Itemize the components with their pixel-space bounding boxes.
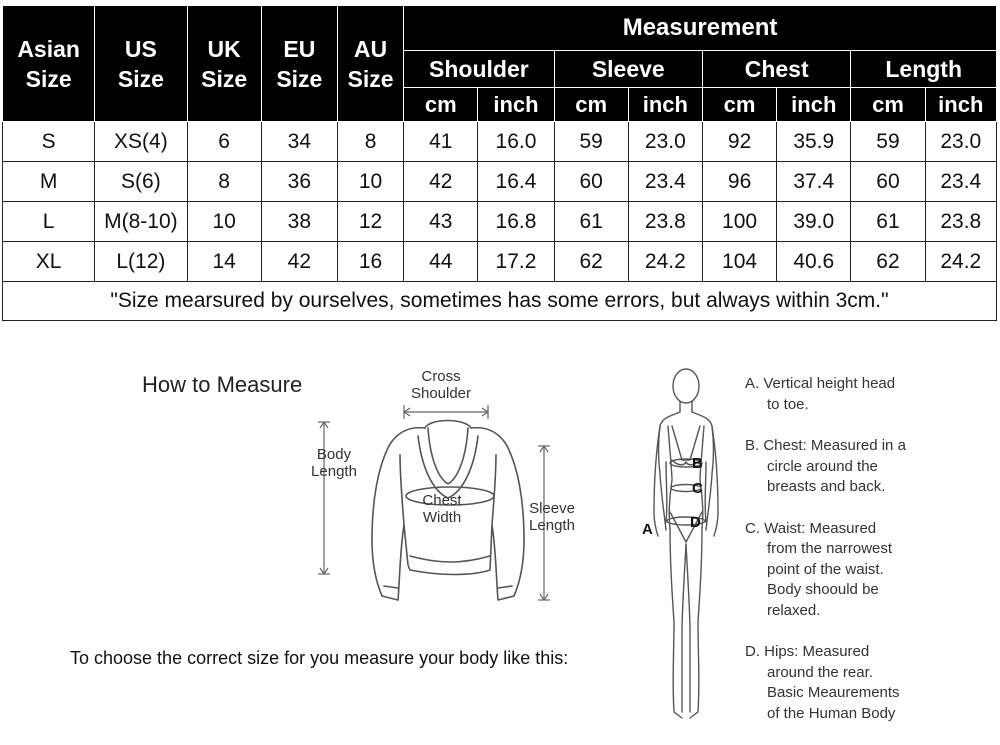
table-cell: 60 — [851, 162, 925, 202]
note-item — [745, 642, 995, 724]
table-cell: 60 — [554, 162, 628, 202]
table-cell: 59 — [554, 122, 628, 162]
table-cell: 16.4 — [478, 162, 554, 202]
header-chest: Chest — [702, 51, 850, 88]
table-cell: 42 — [261, 242, 337, 282]
note-heading: D. Hips: Measured — [745, 643, 870, 660]
header-unit: cm — [851, 88, 925, 122]
table-cell: 16.0 — [478, 122, 554, 162]
size-chart-table — [2, 5, 997, 321]
header-us-size: US Size — [95, 6, 187, 122]
figure-letter-d: D — [690, 514, 701, 531]
note-line: relaxed. — [767, 601, 821, 619]
body-length-label-line: Body — [316, 446, 352, 463]
cross-shoulder-label-line: Shoulder — [410, 385, 472, 402]
human-body-illustration — [636, 362, 736, 732]
table-cell: 8 — [187, 162, 261, 202]
table-cell: 24.2 — [628, 242, 702, 282]
header-uk-size: UK Size — [187, 6, 261, 122]
cross-shoulder-label — [406, 368, 476, 402]
table-cell: S(6) — [95, 162, 187, 202]
note-line: Body shoould be — [767, 581, 879, 598]
table-cell: 43 — [404, 202, 478, 242]
note-line: to toe. — [767, 395, 809, 413]
header-unit: inch — [925, 88, 996, 122]
measurement-notes — [745, 374, 995, 745]
sleeve-length-label-line: Sleeve — [529, 500, 575, 517]
table-cell: 42 — [404, 162, 478, 202]
table-cell: 16 — [337, 242, 403, 282]
header-eu-size: EU Size — [261, 6, 337, 122]
table-cell: XS(4) — [95, 122, 187, 162]
table-cell: 14 — [187, 242, 261, 282]
header-measurement: Measurement — [404, 6, 997, 51]
table-cell: 96 — [702, 162, 776, 202]
measurement-note: "Size mearsured by ourselves, sometimes has some errors, but always within 3cm." — [3, 282, 997, 321]
chest-width-label-line: Width — [422, 509, 462, 526]
note-item — [745, 436, 995, 498]
header-au-size: AU Size — [337, 6, 403, 122]
table-cell: 39.0 — [777, 202, 851, 242]
figure-letter-c: C — [692, 480, 703, 497]
table-cell: M — [3, 162, 95, 202]
table-note-row — [3, 282, 997, 321]
table-cell: 40.6 — [777, 242, 851, 282]
note-line: around the rear. — [767, 663, 873, 681]
header-asian-size: Asian Size — [3, 6, 95, 122]
table-row — [3, 122, 997, 162]
table-cell: 23.0 — [628, 122, 702, 162]
header-sleeve: Sleeve — [554, 51, 702, 88]
table-cell: 35.9 — [777, 122, 851, 162]
header-length: Length — [851, 51, 997, 88]
note-line: of the Human Body — [767, 704, 896, 722]
measure-instruction: To choose the correct size for you measure your body like this: — [70, 648, 569, 668]
table-cell: 104 — [702, 242, 776, 282]
sleeve-length-label-line: Length — [529, 517, 575, 534]
table-row — [3, 162, 997, 202]
note-item — [745, 374, 995, 415]
table-cell: 23.4 — [925, 162, 996, 202]
table-cell: 100 — [702, 202, 776, 242]
table-cell: 61 — [851, 202, 925, 242]
table-cell: 16.8 — [478, 202, 554, 242]
note-item — [745, 519, 995, 622]
table-cell: M(8-10) — [95, 202, 187, 242]
table-cell: 62 — [554, 242, 628, 282]
table-cell: L(12) — [95, 242, 187, 282]
figure-letter-b: B — [692, 455, 703, 472]
table-cell: 10 — [187, 202, 261, 242]
table-cell: 8 — [337, 122, 403, 162]
figure-letter-a: A — [642, 521, 653, 538]
note-line: circle around the — [767, 457, 878, 475]
body-length-label-line: Length — [311, 463, 357, 480]
table-cell: 17.2 — [478, 242, 554, 282]
header-shoulder: Shoulder — [404, 51, 554, 88]
table-row — [3, 242, 997, 282]
header-unit: cm — [554, 88, 628, 122]
note-heading: C. Waist: Measured — [745, 519, 877, 537]
note-heading: A. Vertical height head — [745, 375, 896, 392]
table-cell: L — [3, 202, 95, 242]
note-line: breasts and back. — [767, 478, 886, 495]
table-row — [3, 202, 997, 242]
garment-diagram — [300, 360, 600, 610]
table-cell: 36 — [261, 162, 337, 202]
header-unit: cm — [702, 88, 776, 122]
table-cell: 38 — [261, 202, 337, 242]
note-line: point of the waist. — [767, 560, 884, 578]
note-heading: B. Chest: Measured in a — [745, 437, 906, 454]
header-unit: cm — [404, 88, 478, 122]
body-figure-diagram — [636, 362, 736, 732]
table-cell: 23.0 — [925, 122, 996, 162]
header-unit: inch — [478, 88, 554, 122]
chest-width-label-line: Chest — [422, 492, 462, 509]
table-cell: 44 — [404, 242, 478, 282]
table-cell: 6 — [187, 122, 261, 162]
header-unit: inch — [628, 88, 702, 122]
table-cell: 12 — [337, 202, 403, 242]
table-cell: 23.8 — [925, 202, 996, 242]
table-cell: 62 — [851, 242, 925, 282]
table-cell: S — [3, 122, 95, 162]
table-cell: 92 — [702, 122, 776, 162]
table-cell: 23.8 — [628, 202, 702, 242]
chest-width-label — [412, 492, 472, 526]
note-line: from the narrowest — [767, 540, 893, 557]
table-cell: 41 — [404, 122, 478, 162]
table-cell: 23.4 — [628, 162, 702, 202]
header-unit: inch — [777, 88, 851, 122]
table-cell: 24.2 — [925, 242, 996, 282]
table-cell: XL — [3, 242, 95, 282]
body-length-label — [306, 446, 362, 480]
table-cell: 37.4 — [777, 162, 851, 202]
table-cell: 34 — [261, 122, 337, 162]
note-line: Basic Meaurements — [767, 684, 900, 701]
table-cell: 61 — [554, 202, 628, 242]
table-cell: 10 — [337, 162, 403, 202]
cross-shoulder-label-line: Cross — [421, 368, 461, 385]
how-to-measure-title: How to Measure — [142, 372, 303, 397]
sleeve-length-label — [522, 500, 582, 534]
table-cell: 59 — [851, 122, 925, 162]
